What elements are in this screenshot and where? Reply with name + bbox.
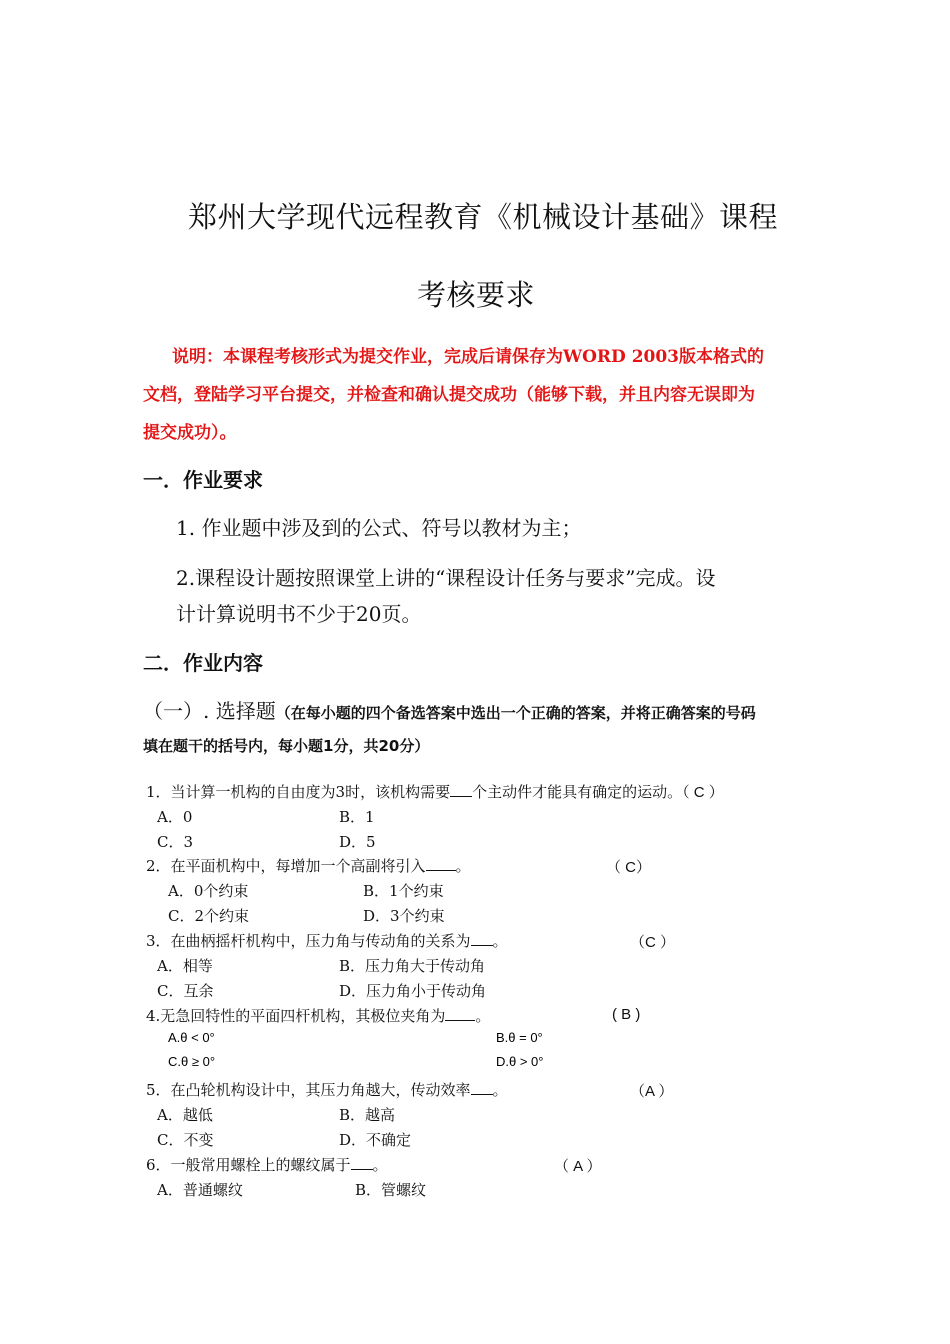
question-6-stem — [146, 1154, 388, 1175]
option-a: A．越低 — [157, 1106, 213, 1124]
option-d: D．3个约束 — [363, 907, 445, 925]
section-2-heading: 二．作业内容 — [143, 651, 263, 675]
option-b: B．1个约束 — [363, 882, 444, 900]
option-b: B．1 — [339, 808, 375, 826]
question-2-stem — [146, 855, 471, 876]
subsection-note-line-1: （在每小题的四个备选答案中选出一个正确的答案，并将正确答案的号码 — [275, 704, 756, 722]
answer-blank — [450, 784, 472, 797]
option-d: D．压力角小于传动角 — [339, 982, 487, 1000]
option-b: B.θ = 0° — [496, 1030, 543, 1045]
question-1-stem — [146, 781, 724, 802]
option-c: C．3 — [157, 833, 194, 851]
question-stem-text: 。 — [455, 857, 471, 875]
option-a: A．0 — [157, 808, 193, 826]
option-c: C．2个约束 — [168, 907, 250, 925]
subsection-label: （一）. 选择题 — [143, 699, 276, 723]
question-3-stem — [146, 930, 508, 951]
question-5-stem — [146, 1079, 508, 1100]
option-a: A．0个约束 — [168, 882, 249, 900]
answer-blank — [445, 1008, 475, 1021]
subsection-heading — [143, 695, 756, 724]
option-d: D.θ > 0° — [496, 1054, 544, 1069]
requirement-item-2-line-1: 2.课程设计题按照课堂上讲的“课程设计任务与要求”完成。设 — [176, 566, 716, 590]
answer-blank — [471, 1082, 493, 1095]
answer-blank — [471, 933, 493, 946]
note-line-2: 文档，登陆学习平台提交，并检查和确认提交成功（能够下载，并且内容无误即为 — [143, 385, 755, 405]
question-stem-text: 。 — [492, 1081, 508, 1099]
option-a: A.θ < 0° — [168, 1030, 215, 1045]
option-b: B．越高 — [339, 1106, 396, 1124]
question-stem-text: 。 — [372, 1156, 388, 1174]
option-a: A．相等 — [157, 957, 213, 975]
question-4-answer: ( B ) — [612, 1006, 641, 1023]
note-line-3: 提交成功）。 — [143, 423, 237, 443]
option-d: D．5 — [339, 833, 376, 851]
question-3-answer: （C ） — [630, 934, 676, 951]
question-5-answer: （A ） — [630, 1083, 674, 1100]
title-line-2: 考核要求 — [417, 278, 536, 312]
question-answer: （ C ） — [682, 784, 724, 801]
section-1-heading: 一．作业要求 — [143, 468, 263, 492]
option-c: C．互余 — [157, 982, 214, 1000]
option-c: C.θ ≥ 0° — [168, 1054, 216, 1069]
option-c: C．不变 — [157, 1131, 214, 1149]
question-stem-text: 2．在平面机构中，每增加一个高副将引入 — [146, 857, 426, 875]
question-stem-text: 个主动件才能具有确定的运动。 — [472, 783, 683, 801]
option-b: B．压力角大于传动角 — [339, 957, 486, 975]
option-a: A．普通螺纹 — [157, 1181, 243, 1199]
answer-blank — [426, 858, 456, 871]
title-line-1: 郑州大学现代远程教育《机械设计基础》课程 — [188, 200, 779, 234]
question-4-stem — [146, 1005, 490, 1026]
requirement-item-2-line-2: 计计算说明书不少于20页。 — [176, 602, 422, 626]
question-stem-text: 5．在凸轮机构设计中，其压力角越大，传动效率 — [146, 1081, 471, 1099]
option-d: D．不确定 — [339, 1131, 412, 1149]
subsection-note-line-2: 填在题干的括号内，每小题1分，共20分） — [143, 737, 430, 755]
note-line-1: 说明：本课程考核形式为提交作业，完成后请保存为WORD 2003版本格式的 — [172, 347, 765, 367]
answer-blank — [351, 1157, 373, 1170]
question-stem-text: 6．一般常用螺栓上的螺纹属于 — [146, 1156, 351, 1174]
question-stem-text: 1．当计算一机构的自由度为3时，该机构需要 — [146, 783, 451, 801]
requirement-item-1: 1. 作业题中涉及到的公式、符号以教材为主； — [176, 516, 582, 540]
question-stem-text: 。 — [492, 932, 508, 950]
question-6-answer: （ A ） — [554, 1158, 602, 1175]
question-stem-text: 。 — [475, 1007, 491, 1025]
question-2-answer: （ C） — [606, 859, 652, 876]
question-stem-text: 3．在曲柄摇杆机构中，压力角与传动角的关系为 — [146, 932, 471, 950]
option-b: B．管螺纹 — [355, 1181, 427, 1199]
question-stem-text: 4.无急回特性的平面四杆机构，其极位夹角为 — [146, 1007, 446, 1025]
